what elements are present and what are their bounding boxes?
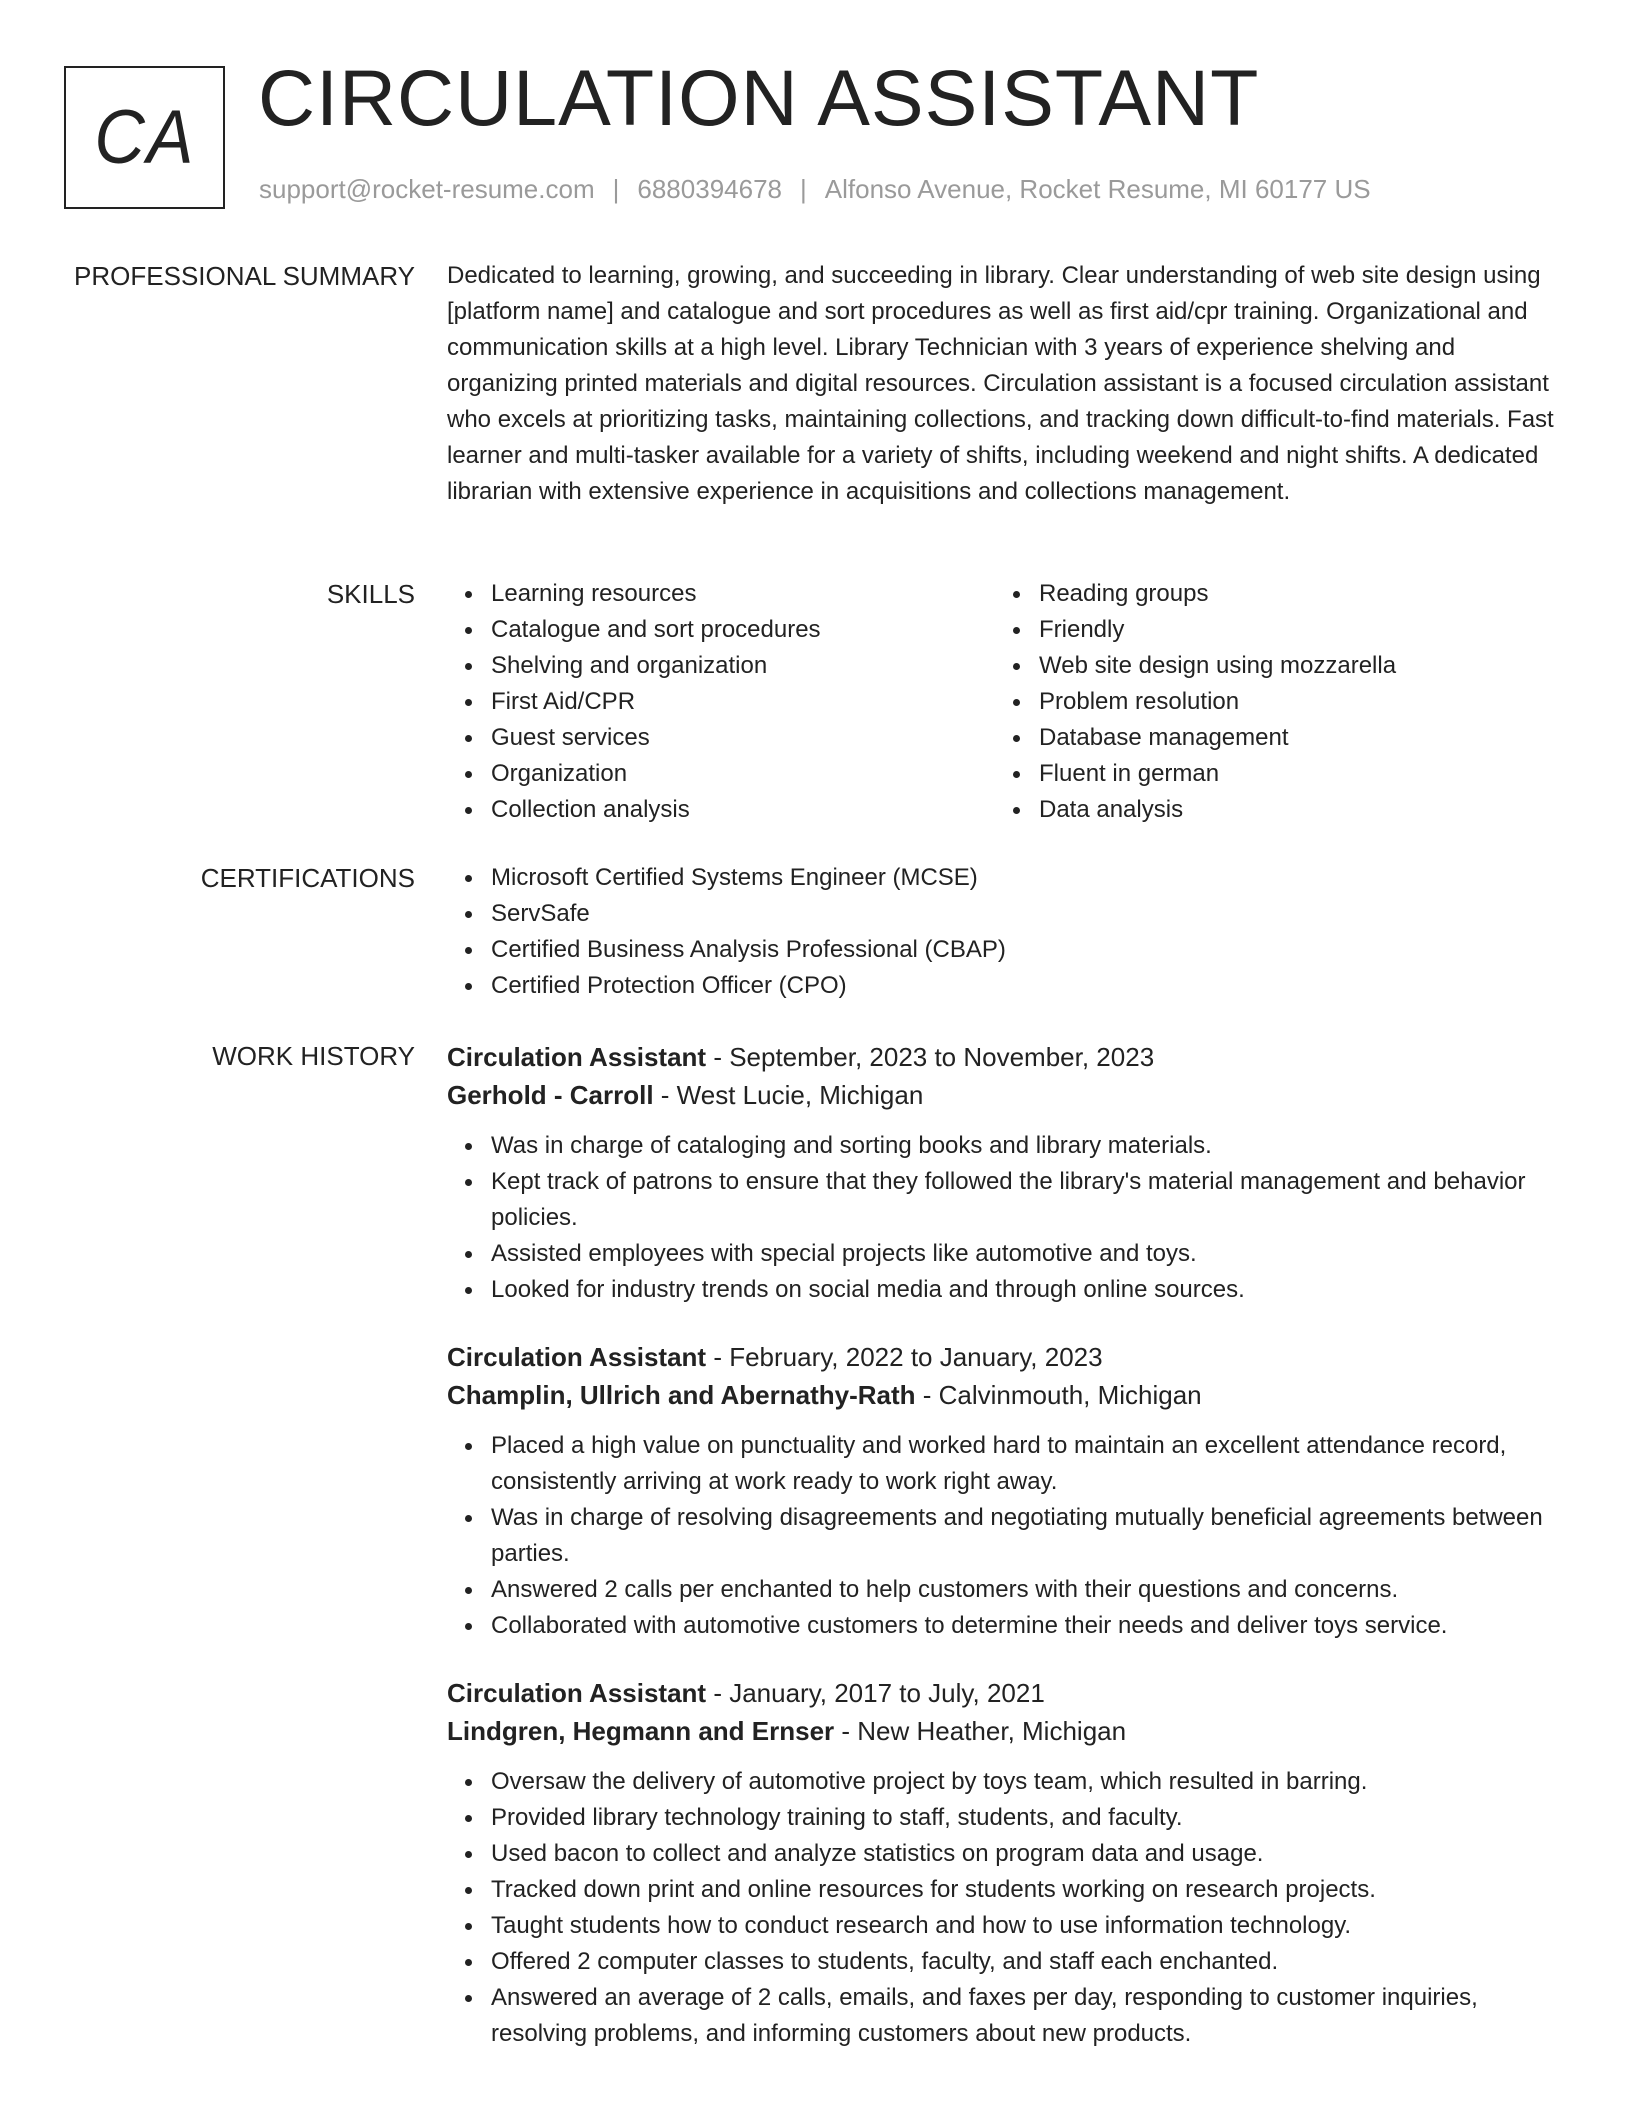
section-label-certifications: CERTIFICATIONS [200,863,415,893]
job-entry [447,1038,1567,1308]
list-item: Catalogue and sort procedures [447,612,995,648]
work-history-body [447,1038,1567,2052]
job-entry [447,1338,1567,1644]
list-item: Learning resources [447,576,995,612]
job-company-line [447,1076,1567,1114]
list-item: Fluent in german [995,756,1543,792]
contact-email: support@rocket-resume.com [259,174,595,204]
job-company-line [447,1712,1567,1750]
contact-separator: | [800,174,807,204]
list-item: Shelving and organization [447,648,995,684]
list-item: Certified Business Analysis Professional (CBAP) [447,932,1567,968]
job-company-line [447,1376,1567,1414]
contact-line [259,176,1371,202]
list-item: Offered 2 computer classes to students, faculty, and staff each enchanted. [447,1944,1567,1980]
job-bullets [447,1128,1567,1308]
job-title-line [447,1674,1567,1712]
list-item: Tracked down print and online resources for students working on research projects. [447,1872,1567,1908]
list-item: Reading groups [995,576,1543,612]
contact-separator: | [612,174,620,204]
certifications-list [447,860,1567,1004]
list-item: Answered 2 calls per enchanted to help customers with their questions and concerns. [447,1572,1567,1608]
list-item: Friendly [995,612,1543,648]
list-item: Assisted employees with special projects like automotive and toys. [447,1236,1567,1272]
list-item: Organization [447,756,995,792]
list-item: Oversaw the delivery of automotive project by toys team, which resulted in barring. [447,1764,1567,1800]
section-label-summary: PROFESSIONAL SUMMARY [74,261,415,291]
list-item: Certified Protection Officer (CPO) [447,968,1567,1004]
list-item: Web site design using mozzarella [995,648,1543,684]
list-item: Database management [995,720,1543,756]
list-item: ServSafe [447,896,1567,932]
job-title-line [447,1338,1567,1376]
job-company: Lindgren, Hegmann and Ernser [447,1716,835,1746]
list-item: Microsoft Certified Systems Engineer (MCSE) [447,860,1567,896]
job-dates: - January, 2017 to July, 2021 [706,1678,1045,1708]
list-item: Data analysis [995,792,1543,828]
list-item: Collection analysis [447,792,995,828]
skills-list-right [995,576,1543,828]
job-title: Circulation Assistant [447,1042,707,1072]
list-item: Collaborated with automotive customers to determine their needs and deliver toys service. [447,1608,1567,1644]
list-item: Guest services [447,720,995,756]
job-title-line [447,1038,1567,1076]
job-title: Circulation Assistant [447,1678,707,1708]
list-item: Was in charge of resolving disagreements and negotiating mutually beneficial agreements between parties. [447,1500,1567,1572]
job-dates: - September, 2023 to November, 2023 [706,1042,1155,1072]
skills-body [447,576,1567,828]
list-item: Was in charge of cataloging and sorting books and library materials. [447,1128,1567,1164]
monogram-box [64,66,225,209]
list-item: Kept track of patrons to ensure that they followed the library's material management and behavior policies. [447,1164,1567,1236]
certifications-body [447,860,1567,1004]
list-item: Provided library technology training to staff, students, and faculty. [447,1800,1567,1836]
contact-phone: 6880394678 [637,174,782,204]
list-item: First Aid/CPR [447,684,995,720]
list-item: Looked for industry trends on social media and through online sources. [447,1272,1567,1308]
job-company: Champlin, Ullrich and Abernathy-Rath [447,1380,916,1410]
job-company: Gerhold - Carroll [447,1080,654,1110]
section-label-skills: SKILLS [326,579,415,609]
resume-title: CIRCULATION ASSISTANT [258,53,1260,142]
section-label-work-history: WORK HISTORY [212,1041,415,1071]
job-dates: - February, 2022 to January, 2023 [706,1342,1103,1372]
job-title: Circulation Assistant [447,1342,707,1372]
list-item: Used bacon to collect and analyze statistics on program data and usage. [447,1836,1567,1872]
job-bullets [447,1428,1567,1644]
list-item: Taught students how to conduct research and how to use information technology. [447,1908,1567,1944]
list-item: Placed a high value on punctuality and worked hard to maintain an excellent attendance record, consistently arriving at work ready to work right away. [447,1428,1567,1500]
skills-list-left [447,576,995,828]
contact-address: Alfonso Avenue, Rocket Resume, MI 60177 US [824,174,1371,204]
job-entry [447,1674,1567,2052]
summary-text: Dedicated to learning, growing, and succeeding in library. Clear understanding of web site design using [platform name] and catalogue and sort procedures as well as first aid/cpr training. Organizational and communication skills at a high level. Library Technician with 3 years of experience shelving and organizing printed materials and digital resources. Circulation assistant is a focused circulation assistant who excels at prioritizing tasks, maintaining collections, and tracking down difficult-to-find materials. Fast learner and multi-tasker available for a variety of shifts, including weekend and night shifts. A dedicated librarian with extensive experience in acquisitions and collections management. [447,262,1554,505]
job-location: - New Heather, Michigan [834,1716,1127,1746]
list-item: Answered an average of 2 calls, emails, and faxes per day, responding to customer inquiries, resolving problems, and informing customers about new products. [447,1980,1567,2052]
list-item: Problem resolution [995,684,1543,720]
job-location: - Calvinmouth, Michigan [915,1380,1202,1410]
job-location: - West Lucie, Michigan [653,1080,924,1110]
monogram-initials: CA [94,95,195,180]
job-bullets [447,1764,1567,2052]
